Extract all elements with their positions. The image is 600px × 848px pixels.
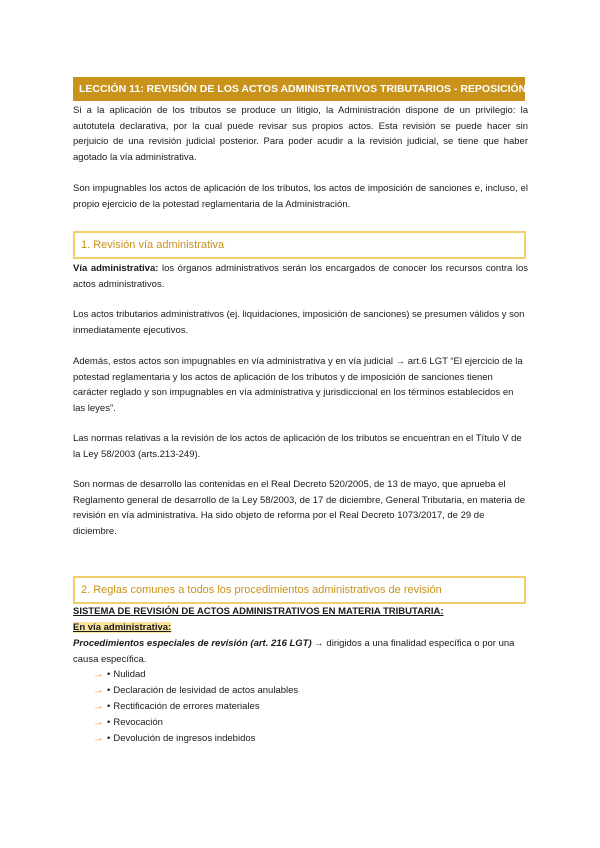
sistema-heading: SISTEMA DE REVISIÓN DE ACTOS ADMINISTRATIVOS EN MATERIA TRIBUTARIA: — [73, 606, 444, 617]
list-item — [93, 682, 298, 698]
normas-paragraph: Las normas relativas a la revisión de los actos de aplicación de los tributos se encuentran en el Título V de la Ley 58/2003 (arts.213-249). — [73, 433, 522, 460]
arrow-right-icon: → — [93, 716, 104, 728]
bullet-dot: • — [107, 717, 111, 728]
list-item-label: Devolución de ingresos indebidos — [113, 733, 256, 744]
via-administrativa-label: Vía administrativa: — [73, 263, 159, 274]
ademas-paragraph: Además, estos actos son impugnables en vía administrativa y en vía judicial → art.6 LGT “El ejercicio de la potestad reglamentaria y los actos de aplicación de los tributos y de imposición de sanciones tienen carácter reglado y son impugnables en vía administrativa y jurisdiccional en los términos establecidos en las leyes”. — [73, 356, 523, 414]
intro-paragraph-1: Si a la aplicación de los tributos se produce un litigio, la Administración dispone de un privilegio: la autotutela declarativa, por la cual puede revisar sus propios actos. Esta revisión se puede hacer sin perjuicio de una revisión judicial posterior. Para poder acudir a la revisión judicial, se tiene que haber agotado la vía administrativa. — [73, 105, 528, 163]
procedimientos-paragraph — [73, 636, 528, 667]
list-item — [93, 698, 298, 714]
bullet-dot: • — [107, 685, 111, 696]
list-item-label: Nulidad — [113, 669, 146, 680]
list-item — [93, 666, 298, 682]
list-item-label: Revocación — [113, 717, 163, 728]
procedimientos-list — [93, 666, 298, 746]
desarrollo-paragraph: Son normas de desarrollo las contenidas en el Real Decreto 520/2005, de 13 de mayo, que aprueba el Reglamento general de desarrollo de la Ley 58/2003, de 17 de diciembre, General Tributaria, en materia de revisión en vía administrativa. Ha sido objeto de reforma por el Real Decreto 1073/2017, de 29 de diciembre. — [73, 479, 526, 537]
en-via-heading — [73, 620, 171, 636]
arrow-right-icon: → — [93, 684, 104, 696]
intro-paragraph-2: Son impugnables los actos de aplicación de los tributos, los actos de imposición de sanciones e, incluso, el propio ejercicio de la potestad reglamentaria de la Administración. — [73, 183, 528, 210]
bullet-dot: • — [107, 733, 111, 744]
procedimientos-label: Procedimientos especiales de revisión (art. 216 LGT) — [73, 638, 312, 649]
section-2-heading: 2. Reglas comunes a todos los procedimientos administrativos de revisión — [73, 576, 526, 604]
list-item-label: Rectificación de errores materiales — [113, 701, 260, 712]
procedimientos-text: → dirigidos a una finalidad específica o por una causa específica. — [73, 638, 515, 665]
list-item — [93, 714, 298, 730]
arrow-right-icon: → — [93, 732, 104, 744]
lesson-title: LECCIÓN 11: REVISIÓN DE LOS ACTOS ADMINISTRATIVOS TRIBUTARIOS - REPOSICIÓN — [73, 77, 525, 101]
en-via-label: En vía administrativa: — [73, 622, 172, 633]
list-item-label: Declaración de lesividad de actos anulables — [113, 685, 299, 696]
via-administrativa-text: los órganos administrativos serán los encargados de conocer los recursos contra los actos administrativos. — [73, 263, 528, 290]
arrow-right-icon: → — [93, 668, 104, 680]
bullet-dot: • — [107, 701, 111, 712]
via-administrativa-paragraph — [73, 261, 528, 292]
arrow-right-icon: → — [93, 700, 104, 712]
section-1-heading: 1. Revisión vía administrativa — [73, 231, 526, 259]
list-item — [93, 730, 298, 746]
bullet-dot: • — [107, 669, 111, 680]
presumen-paragraph: Los actos tributarios administrativos (ej. liquidaciones, imposición de sanciones) se presumen válidos y son inmediatamente ejecutivos. — [73, 309, 525, 336]
